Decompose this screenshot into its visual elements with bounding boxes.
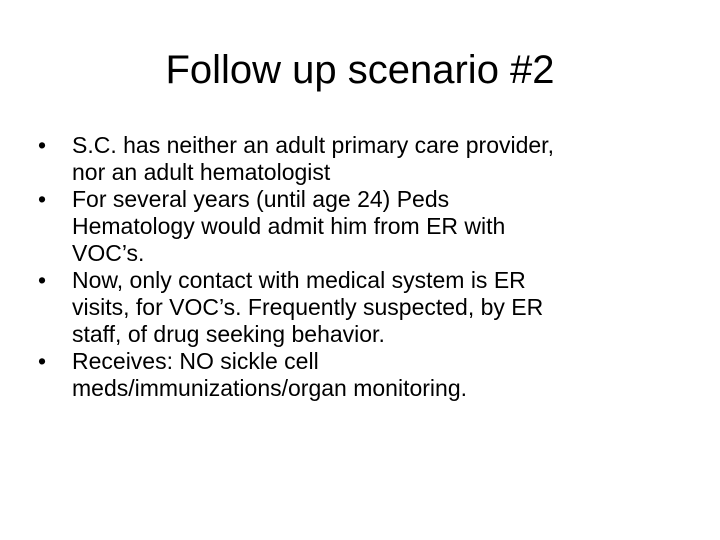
bullet-marker: • bbox=[38, 132, 47, 158]
bullet-text-line: VOC’s. bbox=[72, 240, 145, 266]
bullet-text-line: nor an adult hematologist bbox=[72, 159, 331, 185]
bullet-marker: • bbox=[38, 186, 47, 212]
bullet-item bbox=[38, 132, 678, 186]
bullet-text-line: staff, of drug seeking behavior. bbox=[72, 321, 385, 347]
bullet-list bbox=[38, 132, 678, 402]
slide-title: Follow up scenario #2 bbox=[165, 48, 555, 92]
bullet-text-line: meds/immunizations/organ monitoring. bbox=[72, 375, 468, 401]
bullet-item bbox=[38, 267, 678, 348]
bullet-text-line: Receives: NO sickle cell bbox=[72, 348, 319, 374]
bullet-text-line: visits, for VOC’s. Frequently suspected, by ER bbox=[72, 294, 544, 320]
bullet-item bbox=[38, 348, 678, 402]
bullet-marker: • bbox=[38, 267, 47, 293]
bullet-marker: • bbox=[38, 348, 47, 374]
bullet-text-line: Now, only contact with medical system is ER bbox=[72, 267, 526, 293]
bullet-text-line: For several years (until age 24) Peds bbox=[72, 186, 450, 212]
bullet-item bbox=[38, 186, 678, 267]
bullet-text-line: Hematology would admit him from ER with bbox=[72, 213, 506, 239]
bullet-text-line: S.C. has neither an adult primary care provider, bbox=[72, 132, 554, 158]
